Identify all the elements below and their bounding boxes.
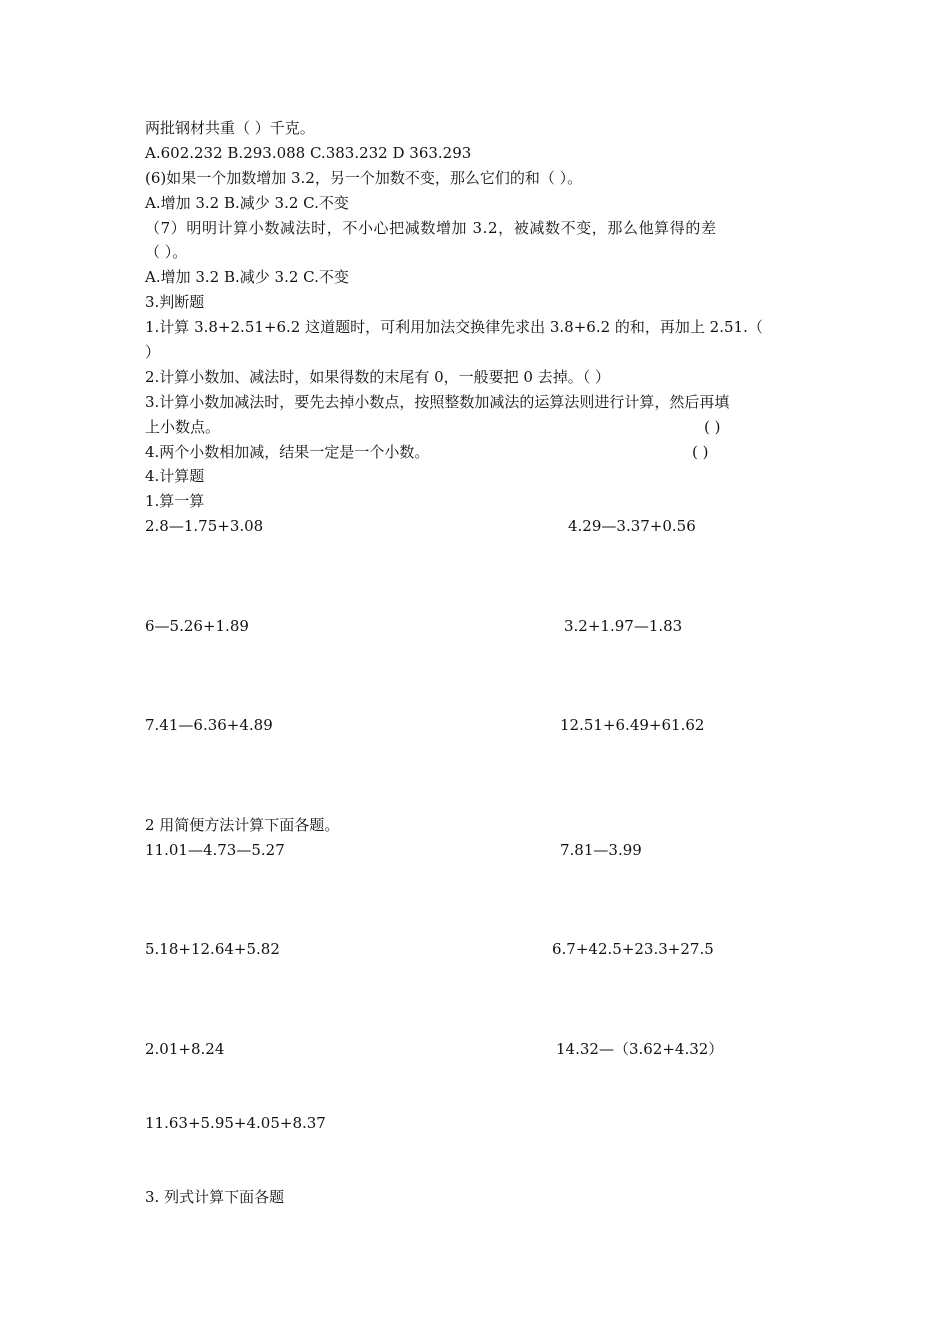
judge-item-3-line1: 3.计算小数加减法时，要先去掉小数点，按照整数加减法的运算法则进行计算，然后再填: [145, 393, 730, 411]
q5-options: A.602.232 B.293.088 C.383.232 D 363.293: [145, 144, 472, 162]
q7-question-line2: （ ）。: [145, 243, 188, 261]
calc-part2-title: 2 用简便方法计算下面各题。: [145, 816, 340, 834]
calc-part2-item: 11.01—4.73—5.27: [145, 841, 285, 859]
q7-question-line1: （7）明明计算小数减法时，不小心把减数增加 3.2，被减数不变，那么他算得的差: [145, 219, 717, 237]
calc-section-title: 4.计算题: [145, 467, 205, 485]
q5-tail: 两批钢材共重（ ）千克。: [145, 119, 315, 137]
calc-part2-item: 5.18+12.64+5.82: [145, 940, 280, 958]
q6-options: A.增加 3.2 B.减少 3.2 C.不变: [145, 194, 349, 212]
calc-part1-item: 2.8—1.75+3.08: [145, 517, 264, 535]
calc-part2-item: 7.81—3.99: [560, 841, 642, 859]
q6-question: (6)如果一个加数增加 3.2，另一个加数不变，那么它们的和（ ）。: [145, 169, 583, 187]
calc-part1-item: 12.51+6.49+61.62: [560, 716, 705, 734]
calc-part1-item: 6—5.26+1.89: [145, 617, 249, 635]
judge-item-4: 4.两个小数相加减，结果一定是一个小数。: [145, 443, 430, 461]
calc-part3-title: 3. 列式计算下面各题: [145, 1188, 285, 1206]
calc-part1-item: 4.29—3.37+0.56: [568, 517, 696, 535]
calc-part2-item: 2.01+8.24: [145, 1040, 225, 1058]
judge-item-3-line2: 上小数点。: [145, 418, 221, 436]
calc-part2-item: 6.7+42.5+23.3+27.5: [552, 940, 714, 958]
judge-section-title: 3.判断题: [145, 293, 205, 311]
judge-item-1-paren: ）: [145, 343, 161, 361]
calc-part1-title: 1.算一算: [145, 492, 205, 510]
judge-item-1: 1.计算 3.8+2.51+6.2 这道题时，可利用加法交换律先求出 3.8+6.2 的和，再加上 2.51.（: [145, 318, 763, 336]
judge-item-4-paren: ( ): [692, 443, 709, 461]
calc-part2-item: 11.63+5.95+4.05+8.37: [145, 1114, 326, 1132]
judge-item-2: 2.计算小数加、减法时，如果得数的末尾有 0，一般要把 0 去掉。（ ）: [145, 368, 610, 386]
calc-part2-item: 14.32—（3.62+4.32）: [556, 1040, 724, 1058]
calc-part1-item: 3.2+1.97—1.83: [564, 617, 683, 635]
judge-item-3-paren: ( ): [704, 418, 721, 436]
calc-part1-item: 7.41—6.36+4.89: [145, 716, 273, 734]
q7-options: A.增加 3.2 B.减少 3.2 C.不变: [145, 268, 349, 286]
